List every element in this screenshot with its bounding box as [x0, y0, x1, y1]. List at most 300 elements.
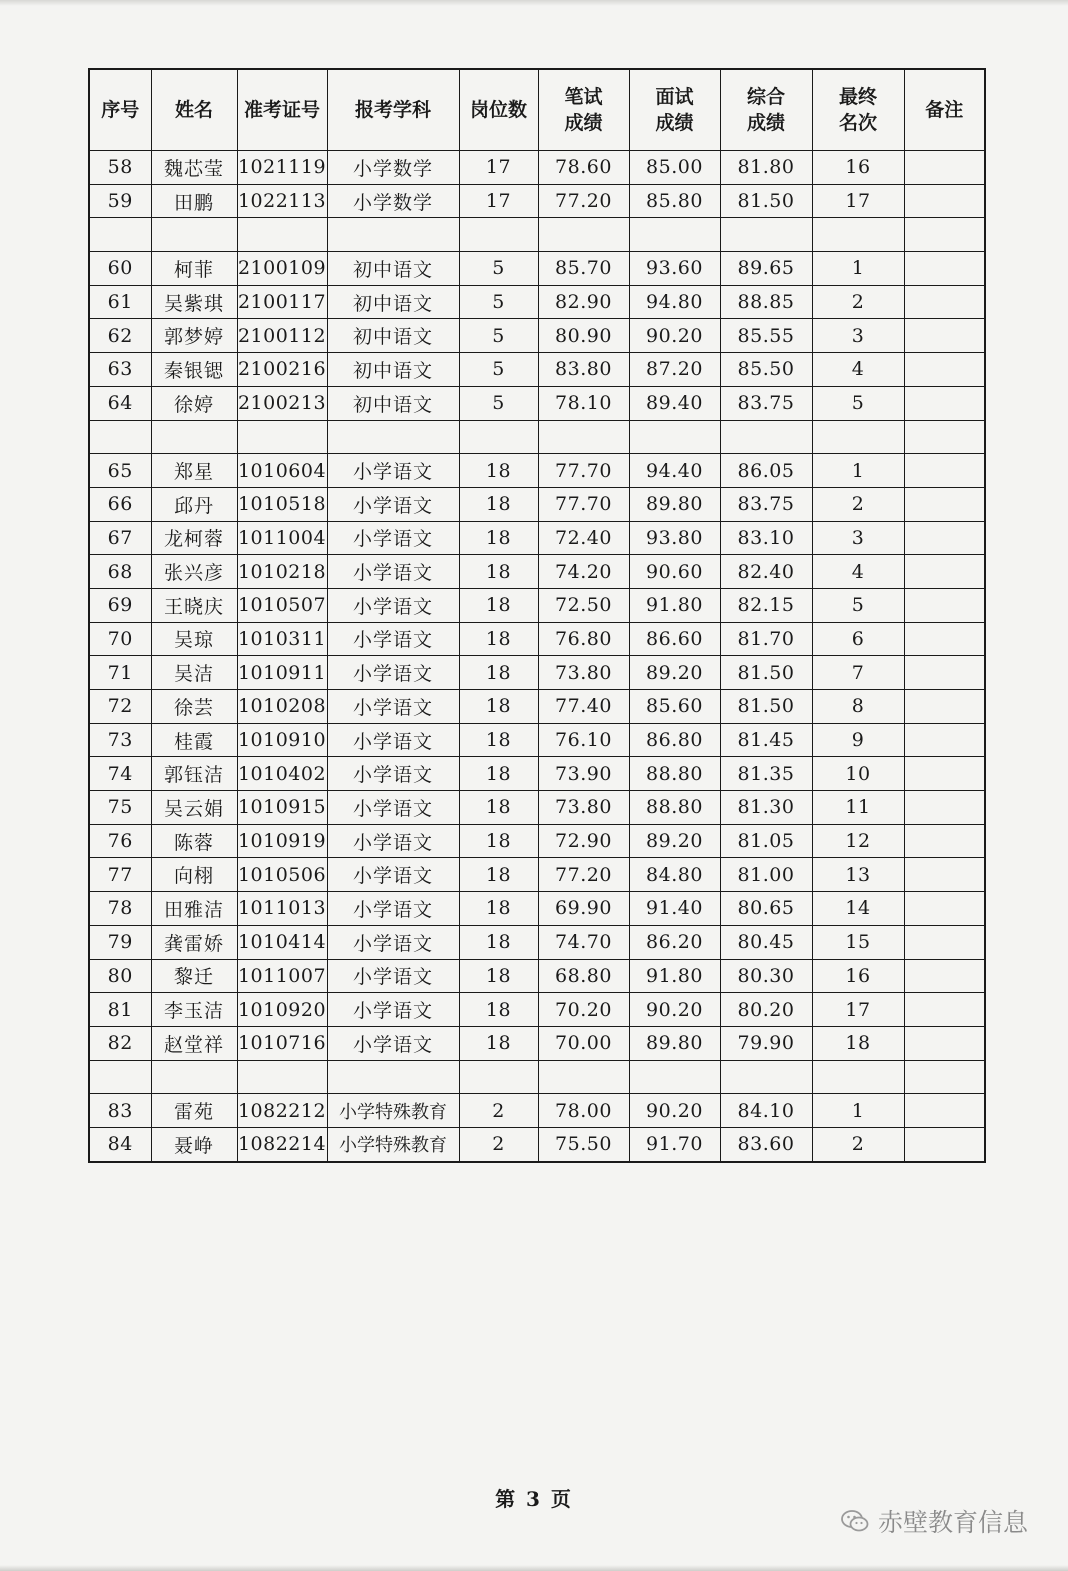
- cell-written: 80.90: [538, 319, 629, 353]
- cell-rank: 15: [812, 925, 904, 959]
- cell-note: [904, 791, 985, 825]
- cell-name: 吴紫琪: [151, 285, 237, 319]
- cell-seq: 65: [89, 454, 151, 488]
- cell-positions: 17: [459, 151, 538, 185]
- cell-subject: 小学语文: [327, 993, 459, 1027]
- cell-note: [904, 690, 985, 724]
- header-positions: 岗位数: [459, 69, 538, 151]
- cell-positions: 18: [459, 656, 538, 690]
- cell-seq: 84: [89, 1127, 151, 1161]
- cell-seq: 82: [89, 1026, 151, 1060]
- cell-total: 83.60: [720, 1127, 812, 1161]
- cell-seq: 60: [89, 252, 151, 286]
- cell-positions: [459, 420, 538, 454]
- cell-rank: 6: [812, 622, 904, 656]
- cell-written: [538, 218, 629, 252]
- cell-written: 78.00: [538, 1094, 629, 1128]
- cell-written: 73.80: [538, 656, 629, 690]
- cell-subject: 小学语文: [327, 959, 459, 993]
- cell-note: [904, 218, 985, 252]
- cell-seq: 73: [89, 723, 151, 757]
- cell-written: 77.40: [538, 690, 629, 724]
- cell-note: [904, 487, 985, 521]
- cell-written: 77.70: [538, 487, 629, 521]
- cell-name: 桂霞: [151, 723, 237, 757]
- cell-name: 李玉洁: [151, 993, 237, 1027]
- cell-note: [904, 1127, 985, 1161]
- cell-positions: 2: [459, 1127, 538, 1161]
- cell-seq: 78: [89, 892, 151, 926]
- cell-ticket: 1010920: [237, 993, 327, 1027]
- cell-subject: [327, 1060, 459, 1094]
- cell-interview: 85.80: [629, 184, 720, 218]
- cell-subject: 初中语文: [327, 353, 459, 387]
- cell-total: 79.90: [720, 1026, 812, 1060]
- cell-name: 陈蓉: [151, 824, 237, 858]
- cell-rank: 10: [812, 757, 904, 791]
- cell-subject: 小学语文: [327, 723, 459, 757]
- cell-written: 69.90: [538, 892, 629, 926]
- table-row: [89, 1127, 985, 1161]
- cell-total: 80.20: [720, 993, 812, 1027]
- cell-subject: 小学语文: [327, 824, 459, 858]
- cell-written: 75.50: [538, 1127, 629, 1161]
- cell-positions: 18: [459, 690, 538, 724]
- cell-positions: 18: [459, 892, 538, 926]
- cell-seq: [89, 420, 151, 454]
- cell-rank: [812, 218, 904, 252]
- cell-written: 76.10: [538, 723, 629, 757]
- cell-rank: 3: [812, 319, 904, 353]
- cell-written: 82.90: [538, 285, 629, 319]
- cell-positions: 17: [459, 184, 538, 218]
- cell-subject: 初中语文: [327, 386, 459, 420]
- cell-subject: 小学语文: [327, 454, 459, 488]
- cell-rank: 1: [812, 252, 904, 286]
- cell-written: 78.60: [538, 151, 629, 185]
- header-total: 综合 成绩: [720, 69, 812, 151]
- cell-seq: 61: [89, 285, 151, 319]
- cell-note: [904, 824, 985, 858]
- cell-seq: [89, 218, 151, 252]
- cell-note: [904, 757, 985, 791]
- cell-seq: 80: [89, 959, 151, 993]
- cell-note: [904, 1026, 985, 1060]
- cell-name: [151, 1060, 237, 1094]
- table-header-row: [89, 69, 985, 151]
- results-table: [88, 68, 986, 1163]
- cell-name: 张兴彦: [151, 555, 237, 589]
- cell-interview: [629, 1060, 720, 1094]
- cell-note: [904, 858, 985, 892]
- cell-total: 84.10: [720, 1094, 812, 1128]
- cell-subject: 初中语文: [327, 319, 459, 353]
- cell-rank: 16: [812, 151, 904, 185]
- cell-positions: 2: [459, 1094, 538, 1128]
- cell-name: 魏芯莹: [151, 151, 237, 185]
- header-written: 笔试 成绩: [538, 69, 629, 151]
- cell-name: 徐芸: [151, 690, 237, 724]
- cell-ticket: 1010915: [237, 791, 327, 825]
- cell-rank: 9: [812, 723, 904, 757]
- cell-note: [904, 892, 985, 926]
- cell-written: 73.90: [538, 757, 629, 791]
- cell-subject: 小学语文: [327, 656, 459, 690]
- cell-interview: 86.20: [629, 925, 720, 959]
- cell-rank: 14: [812, 892, 904, 926]
- cell-subject: 小学语文: [327, 1026, 459, 1060]
- cell-rank: 5: [812, 386, 904, 420]
- cell-subject: [327, 420, 459, 454]
- cell-seq: 67: [89, 521, 151, 555]
- cell-written: 77.20: [538, 858, 629, 892]
- cell-ticket: 1011004: [237, 521, 327, 555]
- cell-rank: 7: [812, 656, 904, 690]
- page-number: 第 3 页: [495, 1487, 573, 1511]
- cell-rank: 3: [812, 521, 904, 555]
- cell-seq: 83: [89, 1094, 151, 1128]
- cell-total: 85.55: [720, 319, 812, 353]
- cell-total: [720, 218, 812, 252]
- cell-note: [904, 588, 985, 622]
- cell-note: [904, 555, 985, 589]
- watermark-text: 赤壁教育信息: [878, 1508, 1029, 1537]
- cell-ticket: 1010506: [237, 858, 327, 892]
- cell-note: [904, 1094, 985, 1128]
- header-name: 姓名: [151, 69, 237, 151]
- cell-interview: 89.20: [629, 824, 720, 858]
- cell-rank: 17: [812, 993, 904, 1027]
- cell-interview: 91.40: [629, 892, 720, 926]
- cell-name: [151, 218, 237, 252]
- cell-ticket: 1010910: [237, 723, 327, 757]
- cell-interview: 91.80: [629, 588, 720, 622]
- cell-subject: 初中语文: [327, 252, 459, 286]
- cell-subject: 小学语文: [327, 757, 459, 791]
- cell-note: [904, 252, 985, 286]
- cell-ticket: 1010919: [237, 824, 327, 858]
- cell-total: 83.75: [720, 386, 812, 420]
- cell-interview: 90.20: [629, 1094, 720, 1128]
- page-bottom-edge: [0, 1565, 1068, 1571]
- cell-name: 吴洁: [151, 656, 237, 690]
- cell-seq: 71: [89, 656, 151, 690]
- cell-note: [904, 925, 985, 959]
- cell-seq: 58: [89, 151, 151, 185]
- cell-rank: 16: [812, 959, 904, 993]
- cell-name: 田鹏: [151, 184, 237, 218]
- cell-interview: 93.80: [629, 521, 720, 555]
- table-row: [89, 757, 985, 791]
- cell-subject: 小学语文: [327, 791, 459, 825]
- cell-interview: 91.70: [629, 1127, 720, 1161]
- cell-name: 龙柯蓉: [151, 521, 237, 555]
- cell-subject: 小学语文: [327, 622, 459, 656]
- cell-subject: 小学语文: [327, 892, 459, 926]
- cell-ticket: 1010507: [237, 588, 327, 622]
- cell-seq: 72: [89, 690, 151, 724]
- cell-written: [538, 1060, 629, 1094]
- cell-interview: 88.80: [629, 791, 720, 825]
- cell-written: 77.70: [538, 454, 629, 488]
- cell-positions: [459, 218, 538, 252]
- cell-total: 81.70: [720, 622, 812, 656]
- cell-name: 田雅洁: [151, 892, 237, 926]
- cell-interview: 89.80: [629, 1026, 720, 1060]
- cell-interview: 85.60: [629, 690, 720, 724]
- wechat-icon: [840, 1508, 870, 1534]
- cell-name: 赵堂祥: [151, 1026, 237, 1060]
- cell-ticket: 2100109: [237, 252, 327, 286]
- cell-subject: 小学特殊教育: [327, 1094, 459, 1128]
- cell-total: 82.40: [720, 555, 812, 589]
- table-row: [89, 319, 985, 353]
- table-row: [89, 656, 985, 690]
- cell-subject: 小学语文: [327, 690, 459, 724]
- cell-seq: 68: [89, 555, 151, 589]
- cell-ticket: 1010218: [237, 555, 327, 589]
- cell-name: 黎迁: [151, 959, 237, 993]
- cell-positions: 18: [459, 622, 538, 656]
- cell-written: 74.20: [538, 555, 629, 589]
- cell-written: 76.80: [538, 622, 629, 656]
- cell-interview: 86.60: [629, 622, 720, 656]
- cell-total: 81.50: [720, 656, 812, 690]
- table-row: [89, 285, 985, 319]
- cell-rank: 2: [812, 1127, 904, 1161]
- table-row: [89, 993, 985, 1027]
- table-spacer-row: [89, 1060, 985, 1094]
- table-spacer-row: [89, 420, 985, 454]
- cell-total: 86.05: [720, 454, 812, 488]
- cell-total: 83.75: [720, 487, 812, 521]
- cell-ticket: 1082214: [237, 1127, 327, 1161]
- cell-rank: 4: [812, 555, 904, 589]
- cell-interview: [629, 420, 720, 454]
- cell-interview: 89.40: [629, 386, 720, 420]
- cell-written: 78.10: [538, 386, 629, 420]
- cell-written: 70.20: [538, 993, 629, 1027]
- cell-note: [904, 151, 985, 185]
- cell-written: 72.50: [538, 588, 629, 622]
- table-row: [89, 959, 985, 993]
- table-row: [89, 555, 985, 589]
- cell-note: [904, 454, 985, 488]
- cell-rank: [812, 1060, 904, 1094]
- cell-seq: [89, 1060, 151, 1094]
- cell-ticket: 1010414: [237, 925, 327, 959]
- cell-interview: 91.80: [629, 959, 720, 993]
- cell-ticket: 1010518: [237, 487, 327, 521]
- cell-total: 80.45: [720, 925, 812, 959]
- cell-ticket: 2100117: [237, 285, 327, 319]
- cell-written: [538, 420, 629, 454]
- table-row: [89, 622, 985, 656]
- cell-total: 80.30: [720, 959, 812, 993]
- cell-seq: 62: [89, 319, 151, 353]
- cell-subject: 小学语文: [327, 487, 459, 521]
- table-row: [89, 723, 985, 757]
- cell-total: 81.45: [720, 723, 812, 757]
- cell-positions: 5: [459, 386, 538, 420]
- cell-ticket: 1010402: [237, 757, 327, 791]
- cell-rank: 13: [812, 858, 904, 892]
- cell-positions: 18: [459, 588, 538, 622]
- cell-seq: 59: [89, 184, 151, 218]
- cell-positions: 18: [459, 925, 538, 959]
- table-spacer-row: [89, 218, 985, 252]
- cell-note: [904, 386, 985, 420]
- cell-subject: 小学特殊教育: [327, 1127, 459, 1161]
- cell-interview: 86.80: [629, 723, 720, 757]
- cell-positions: [459, 1060, 538, 1094]
- cell-total: 80.65: [720, 892, 812, 926]
- cell-name: 郑星: [151, 454, 237, 488]
- table-row: [89, 184, 985, 218]
- cell-interview: 85.00: [629, 151, 720, 185]
- cell-name: 郭梦婷: [151, 319, 237, 353]
- cell-rank: [812, 420, 904, 454]
- cell-interview: 94.40: [629, 454, 720, 488]
- cell-note: [904, 959, 985, 993]
- table-row: [89, 588, 985, 622]
- cell-rank: 17: [812, 184, 904, 218]
- cell-name: 邱丹: [151, 487, 237, 521]
- cell-positions: 5: [459, 319, 538, 353]
- page-top-edge: [0, 0, 1068, 6]
- cell-note: [904, 353, 985, 387]
- table-row: [89, 791, 985, 825]
- cell-interview: [629, 218, 720, 252]
- cell-written: 74.70: [538, 925, 629, 959]
- table-row: [89, 824, 985, 858]
- cell-ticket: 2100216: [237, 353, 327, 387]
- cell-total: 81.80: [720, 151, 812, 185]
- table-row: [89, 1094, 985, 1128]
- cell-interview: 90.20: [629, 993, 720, 1027]
- cell-ticket: [237, 420, 327, 454]
- cell-positions: 18: [459, 959, 538, 993]
- cell-positions: 18: [459, 487, 538, 521]
- cell-subject: 小学语文: [327, 588, 459, 622]
- cell-note: [904, 319, 985, 353]
- cell-written: 70.00: [538, 1026, 629, 1060]
- cell-rank: 1: [812, 1094, 904, 1128]
- table-row: [89, 386, 985, 420]
- cell-total: [720, 420, 812, 454]
- table-row: [89, 487, 985, 521]
- cell-written: 83.80: [538, 353, 629, 387]
- table-row: [89, 690, 985, 724]
- cell-interview: 94.80: [629, 285, 720, 319]
- table-row: [89, 353, 985, 387]
- cell-interview: 90.20: [629, 319, 720, 353]
- cell-total: 88.85: [720, 285, 812, 319]
- cell-total: 89.65: [720, 252, 812, 286]
- header-subject: 报考学科: [327, 69, 459, 151]
- cell-seq: 66: [89, 487, 151, 521]
- cell-seq: 69: [89, 588, 151, 622]
- cell-positions: 18: [459, 1026, 538, 1060]
- cell-ticket: 1021119: [237, 151, 327, 185]
- cell-interview: 84.80: [629, 858, 720, 892]
- header-seq: 序号: [89, 69, 151, 151]
- cell-name: 龚雷娇: [151, 925, 237, 959]
- cell-seq: 77: [89, 858, 151, 892]
- cell-positions: 18: [459, 757, 538, 791]
- cell-interview: 87.20: [629, 353, 720, 387]
- cell-total: 81.50: [720, 690, 812, 724]
- cell-note: [904, 993, 985, 1027]
- cell-written: 72.40: [538, 521, 629, 555]
- cell-ticket: 1010716: [237, 1026, 327, 1060]
- cell-total: 81.05: [720, 824, 812, 858]
- cell-interview: 88.80: [629, 757, 720, 791]
- cell-ticket: 1010911: [237, 656, 327, 690]
- cell-ticket: 1010311: [237, 622, 327, 656]
- cell-interview: 90.60: [629, 555, 720, 589]
- cell-subject: [327, 218, 459, 252]
- cell-positions: 18: [459, 454, 538, 488]
- cell-ticket: 1011013: [237, 892, 327, 926]
- cell-rank: 11: [812, 791, 904, 825]
- cell-ticket: [237, 1060, 327, 1094]
- cell-subject: 初中语文: [327, 285, 459, 319]
- cell-total: [720, 1060, 812, 1094]
- cell-name: 雷苑: [151, 1094, 237, 1128]
- cell-total: 82.15: [720, 588, 812, 622]
- cell-seq: 64: [89, 386, 151, 420]
- cell-positions: 18: [459, 824, 538, 858]
- header-note: 备注: [904, 69, 985, 151]
- cell-rank: 2: [812, 285, 904, 319]
- cell-name: 柯菲: [151, 252, 237, 286]
- cell-ticket: 1010604: [237, 454, 327, 488]
- cell-name: 徐婷: [151, 386, 237, 420]
- cell-positions: 5: [459, 252, 538, 286]
- cell-seq: 70: [89, 622, 151, 656]
- cell-rank: 5: [812, 588, 904, 622]
- cell-total: 81.00: [720, 858, 812, 892]
- cell-positions: 18: [459, 723, 538, 757]
- header-rank: 最终 名次: [812, 69, 904, 151]
- cell-name: 吴琼: [151, 622, 237, 656]
- cell-rank: 4: [812, 353, 904, 387]
- cell-name: 秦银锶: [151, 353, 237, 387]
- cell-seq: 79: [89, 925, 151, 959]
- cell-written: 73.80: [538, 791, 629, 825]
- cell-rank: 12: [812, 824, 904, 858]
- table-row: [89, 454, 985, 488]
- cell-rank: 8: [812, 690, 904, 724]
- watermark: [840, 1503, 1028, 1539]
- cell-interview: 89.20: [629, 656, 720, 690]
- cell-name: 聂峥: [151, 1127, 237, 1161]
- cell-ticket: 2100112: [237, 319, 327, 353]
- table-row: [89, 1026, 985, 1060]
- cell-seq: 74: [89, 757, 151, 791]
- cell-seq: 63: [89, 353, 151, 387]
- cell-total: 83.10: [720, 521, 812, 555]
- cell-ticket: [237, 218, 327, 252]
- cell-note: [904, 285, 985, 319]
- cell-positions: 18: [459, 993, 538, 1027]
- cell-subject: 小学语文: [327, 521, 459, 555]
- cell-seq: 75: [89, 791, 151, 825]
- cell-positions: 5: [459, 285, 538, 319]
- cell-interview: 93.60: [629, 252, 720, 286]
- cell-ticket: 2100213: [237, 386, 327, 420]
